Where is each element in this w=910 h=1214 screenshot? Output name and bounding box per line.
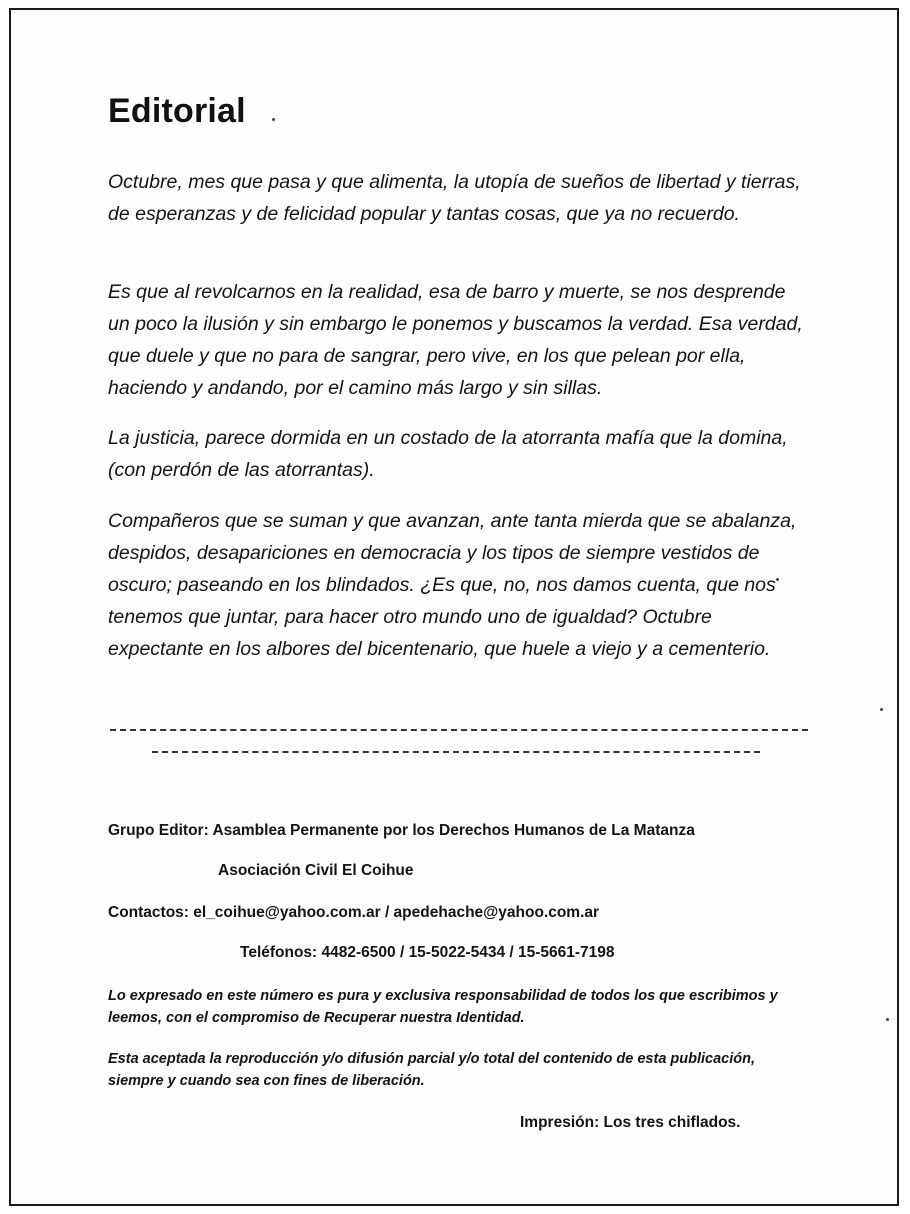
reproduccion-note: Esta aceptada la reproducción y/o difusión parcial y/o total del contenido de esta publicación, siempre y cuando sea con fines de liberación.: [108, 1051, 755, 1089]
grupo-editor-line: Grupo Editor: Asamblea Permanente por los Derechos Humanos de La Matanza: [108, 822, 695, 839]
scan-speck: [272, 118, 275, 121]
dashed-divider-bottom: [152, 751, 760, 753]
editorial-paragraph-4: Compañeros que se suman y que avanzan, ante tanta mierda que se abalanza, despidos, desapariciones en democracia y los tipos de siempre vestidos de oscuro; paseando en los blindados. ¿Es que, no, nos damos cuenta, que nos tenemos que juntar, para hacer otro mundo uno de igualdad? Octubre expectante en los albores del bicentenario, que huele a viejo y a cementerio.: [108, 510, 797, 660]
editorial-paragraph-2: Es que al revolcarnos en la realidad, esa de barro y muerte, se nos desprende un poco la ilusión y sin embargo le ponemos y buscamos la verdad. Esa verdad, que duele y que no para de sangrar, pero vive, en los que pelean por ella, haciendo y andando, por el camino más largo y sin sillas.: [108, 281, 803, 399]
scan-speck: [880, 708, 883, 711]
editorial-paragraph-1: Octubre, mes que pasa y que alimenta, la utopía de sueños de libertad y tierras, de esperanzas y de felicidad popular y tantas cosas, que ya no recuerdo.: [108, 171, 801, 225]
asociacion-line: Asociación Civil El Coihue: [218, 862, 414, 879]
scan-speck: [886, 1018, 889, 1021]
telefonos-line: Teléfonos: 4482-6500 / 15-5022-5434 / 15-5661-7198: [240, 944, 615, 961]
editorial-paragraph-3: La justicia, parece dormida en un costado de la atorranta mafía que la domina, (con perdón de las atorrantas).: [108, 427, 788, 481]
contactos-line: Contactos: el_coihue@yahoo.com.ar / apedehache@yahoo.com.ar: [108, 904, 600, 921]
dashed-divider-top: [110, 729, 808, 731]
responsabilidad-note: Lo expresado en este número es pura y exclusiva responsabilidad de todos los que escribimos y leemos, con el compromiso de Recuperar nuestra Identidad.: [108, 988, 778, 1026]
scan-speck: [776, 578, 779, 581]
impresion-line: Impresión: Los tres chiflados.: [520, 1114, 741, 1131]
editorial-title: Editorial: [108, 92, 246, 130]
